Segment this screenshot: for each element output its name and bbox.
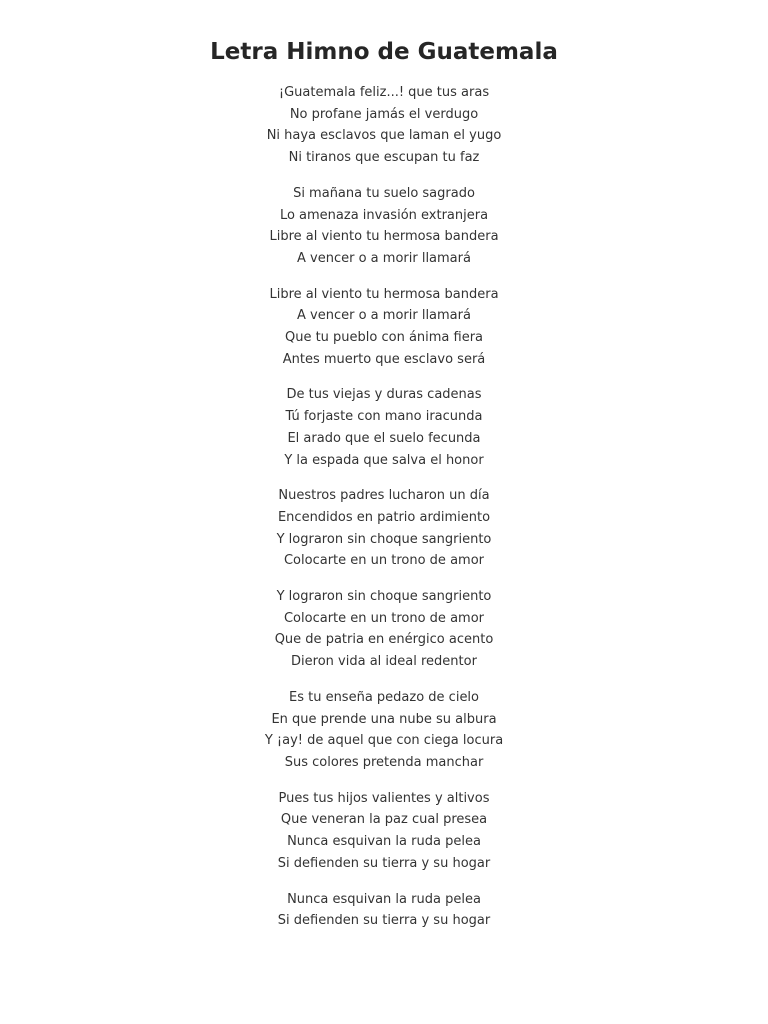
stanza [0, 284, 768, 371]
lyric-line: Nuestros padres lucharon un día [278, 488, 490, 504]
stanza [0, 183, 768, 270]
lyric-line: Ni haya esclavos que laman el yugo [266, 128, 502, 144]
lyric-line: A vencer o a morir llamará [297, 250, 471, 266]
lyric-line: De tus viejas y duras cadenas [286, 387, 482, 403]
stanza [0, 485, 768, 572]
lyric-line: Colocarte en un trono de amor [283, 553, 484, 569]
stanza [0, 586, 768, 673]
lyric-line: Nunca esquivan la ruda pelea [287, 891, 481, 907]
stanza [0, 687, 768, 774]
lyric-line: Libre al viento tu hermosa bandera [269, 229, 499, 245]
lyric-line: No profane jamás el verdugo [289, 106, 479, 122]
lyric-line: Y la espada que salva el honor [284, 452, 484, 468]
lyric-line: A vencer o a morir llamará [297, 308, 471, 324]
lyric-line: Que veneran la paz cual presea [280, 812, 488, 828]
stanza [0, 788, 768, 875]
lyric-line: Si defienden su tierra y su hogar [277, 855, 491, 871]
lyric-line: Dieron vida al ideal redentor [291, 654, 477, 670]
lyric-line: ¡Guatemala feliz...! que tus aras [278, 85, 490, 100]
lyric-line: Y lograron sin choque sangriento [276, 531, 492, 547]
lyric-line: Si mañana tu suelo sagrado [293, 185, 475, 201]
stanza [0, 384, 768, 471]
lyric-line: El arado que el suelo fecunda [287, 430, 481, 446]
lyrics-body [0, 82, 768, 932]
lyric-line: Que tu pueblo con ánima fiera [284, 330, 484, 346]
lyric-line: Nunca esquivan la ruda pelea [287, 834, 481, 850]
lyric-line: Libre al viento tu hermosa bandera [269, 286, 499, 302]
lyric-line: Ni tiranos que escupan tu faz [288, 150, 480, 166]
lyric-line: Que de patria en enérgico acento [274, 632, 494, 648]
lyric-line: Y lograron sin choque sangriento [276, 589, 492, 605]
lyric-line: Encendidos en patrio ardimiento [277, 509, 491, 525]
lyric-line: Y ¡ay! de aquel que con ciega locura [264, 733, 504, 749]
page-title: Letra Himno de Guatemala [210, 39, 558, 65]
lyric-line: Antes muerto que esclavo será [282, 351, 486, 367]
lyric-line: Colocarte en un trono de amor [283, 610, 484, 626]
lyric-line: Es tu enseña pedazo de cielo [288, 689, 480, 705]
stanza [0, 82, 768, 169]
lyric-line: Tú forjaste con mano iracunda [285, 409, 483, 425]
lyric-line: Sus colores pretenda manchar [284, 754, 484, 770]
lyric-line: En que prende una nube su albura [271, 711, 497, 727]
lyric-line: Pues tus hijos valientes y altivos [278, 790, 490, 806]
stanza [0, 889, 768, 932]
lyric-line: Lo amenaza invasión extranjera [279, 207, 489, 223]
lyric-line: Si defienden su tierra y su hogar [277, 913, 491, 929]
